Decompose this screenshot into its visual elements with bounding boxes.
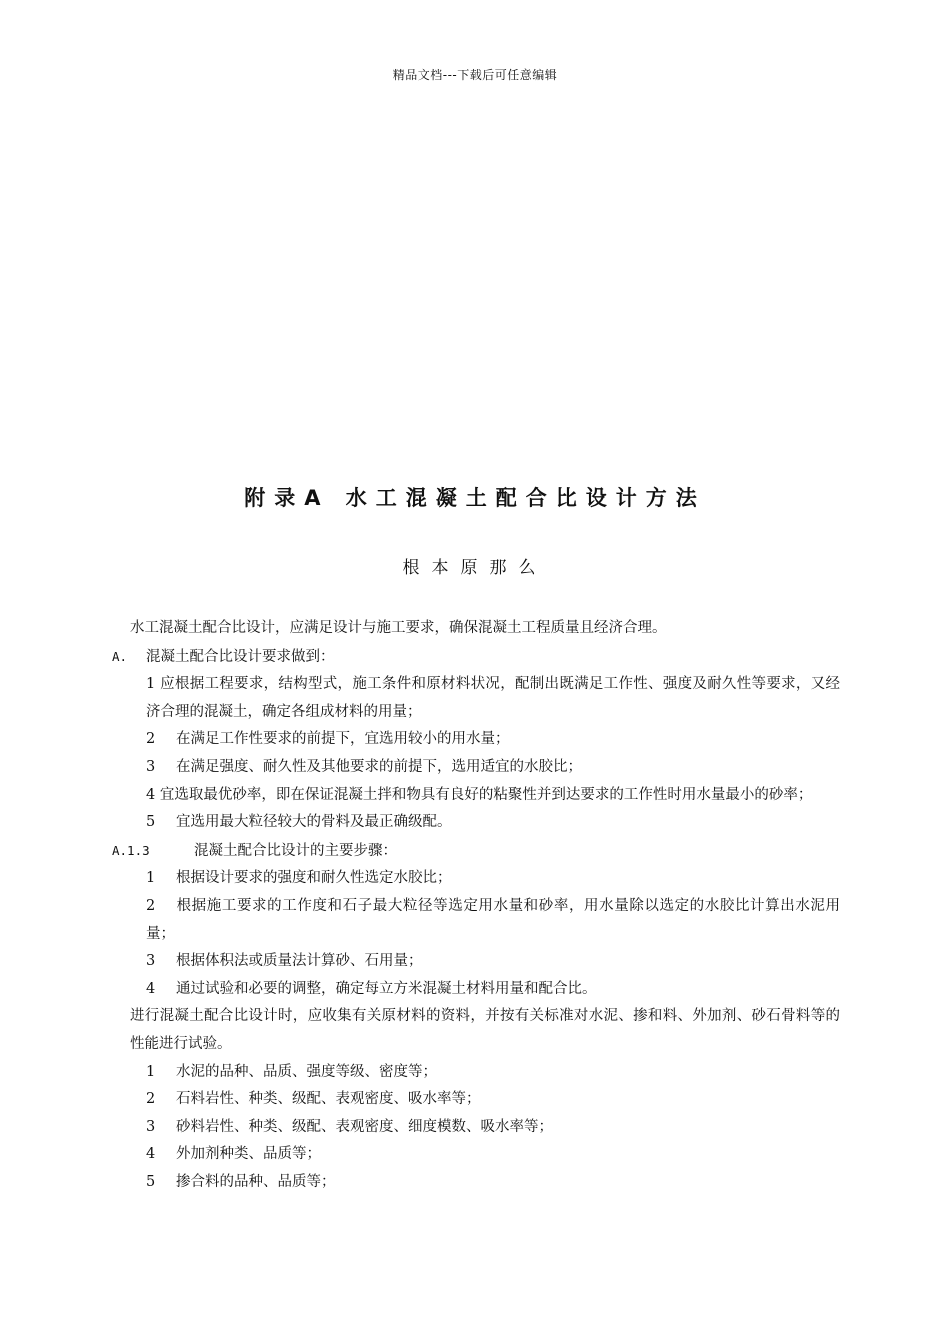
item-c1-text: 水泥的品种、品质、强度等级、密度等； [176, 1063, 437, 1080]
appendix-title: 附录A 水工混凝土配合比设计方法 [244, 486, 706, 510]
item-c1-number: 1 [146, 1063, 156, 1080]
item-a3 [112, 754, 840, 782]
item-b1-text: 根据设计要求的强度和耐久性选定水胶比； [176, 870, 452, 887]
section-a-text: 混凝土配合比设计要求做到： [146, 648, 335, 665]
intro-paragraph: 水工混凝土配合比设计，应满足设计与施工要求，确保混凝土工程质量且经济合理。 [130, 620, 667, 636]
section-b-label: A.1.3 [112, 842, 150, 858]
item-a5-number: 5 [146, 814, 156, 831]
item-b4-number: 4 [146, 980, 156, 997]
item-a4-text: 4 宜选取最优砂率，即在保证混凝土拌和物具有良好的粘聚性并到达要求的工作性时用水量最小的砂率； [146, 786, 813, 803]
item-b2-text: 根据施工要求的工作度和石子最大粒径等选定用水量和砂率，用水量除以选定的水胶比计算出水泥用量； [146, 897, 840, 942]
item-a3-text: 在满足强度、耐久性及其他要求的前提下，选用适宜的水胶比； [176, 758, 582, 775]
item-a2-text: 在满足工作性要求的前提下，宜选用较小的用水量； [176, 731, 510, 748]
item-c2 [112, 1086, 840, 1114]
section-a-label: A. [112, 648, 128, 664]
item-a2-number: 2 [146, 731, 156, 748]
item-b2 [112, 893, 840, 948]
section-subtitle: 根本原那么 [402, 558, 548, 578]
section-b-heading [112, 837, 840, 866]
item-c5 [112, 1169, 840, 1197]
item-b3-number: 3 [146, 953, 156, 970]
item-a4 [112, 782, 840, 810]
item-c4 [112, 1141, 840, 1169]
item-c1 [112, 1059, 840, 1087]
item-c4-text: 外加剂种类、品质等； [176, 1146, 321, 1163]
item-b3-text: 根据体积法或质量法计算砂、石用量； [176, 953, 423, 970]
item-c4-number: 4 [146, 1146, 156, 1163]
item-c2-text: 石料岩性、种类、级配、表观密度、吸水率等； [176, 1091, 481, 1108]
page-header: 精品文档---下载后可任意编辑 [392, 68, 558, 82]
document-body [112, 615, 840, 1196]
item-a5 [112, 809, 840, 837]
item-b1 [112, 865, 840, 893]
item-b4-text: 通过试验和必要的调整，确定每立方米混凝土材料用量和配合比。 [176, 980, 597, 997]
materials-paragraph: 进行混凝土配合比设计时，应收集有关原材料的资料，并按有关标准对水泥、掺和料、外加剂、砂石骨料等的性能进行试验。 [130, 1008, 840, 1052]
item-c2-number: 2 [146, 1091, 156, 1108]
item-c5-text: 掺合料的品种、品质等； [176, 1173, 336, 1190]
item-a5-text: 宜选用最大粒径较大的骨料及最正确级配。 [176, 814, 452, 831]
item-b3 [112, 948, 840, 976]
item-c3 [112, 1114, 840, 1142]
item-c5-number: 5 [146, 1173, 156, 1190]
item-a1 [112, 671, 840, 726]
item-a1-text: 1 应根据工程要求，结构型式，施工条件和原材料状况，配制出既满足工作性、强度及耐久性等要求，又经济合理的混凝土，确定各组成材料的用量； [146, 676, 840, 720]
item-a2 [112, 726, 840, 754]
item-b4 [112, 976, 840, 1004]
item-b1-number: 1 [146, 870, 156, 887]
section-b-text: 混凝土配合比设计的主要步骤： [194, 842, 397, 859]
item-c3-text: 砂料岩性、种类、级配、表观密度、细度模数、吸水率等； [176, 1118, 553, 1135]
item-c3-number: 3 [146, 1118, 156, 1135]
section-a-heading [112, 643, 840, 672]
item-a3-number: 3 [146, 758, 156, 775]
item-b2-number: 2 [146, 897, 156, 914]
